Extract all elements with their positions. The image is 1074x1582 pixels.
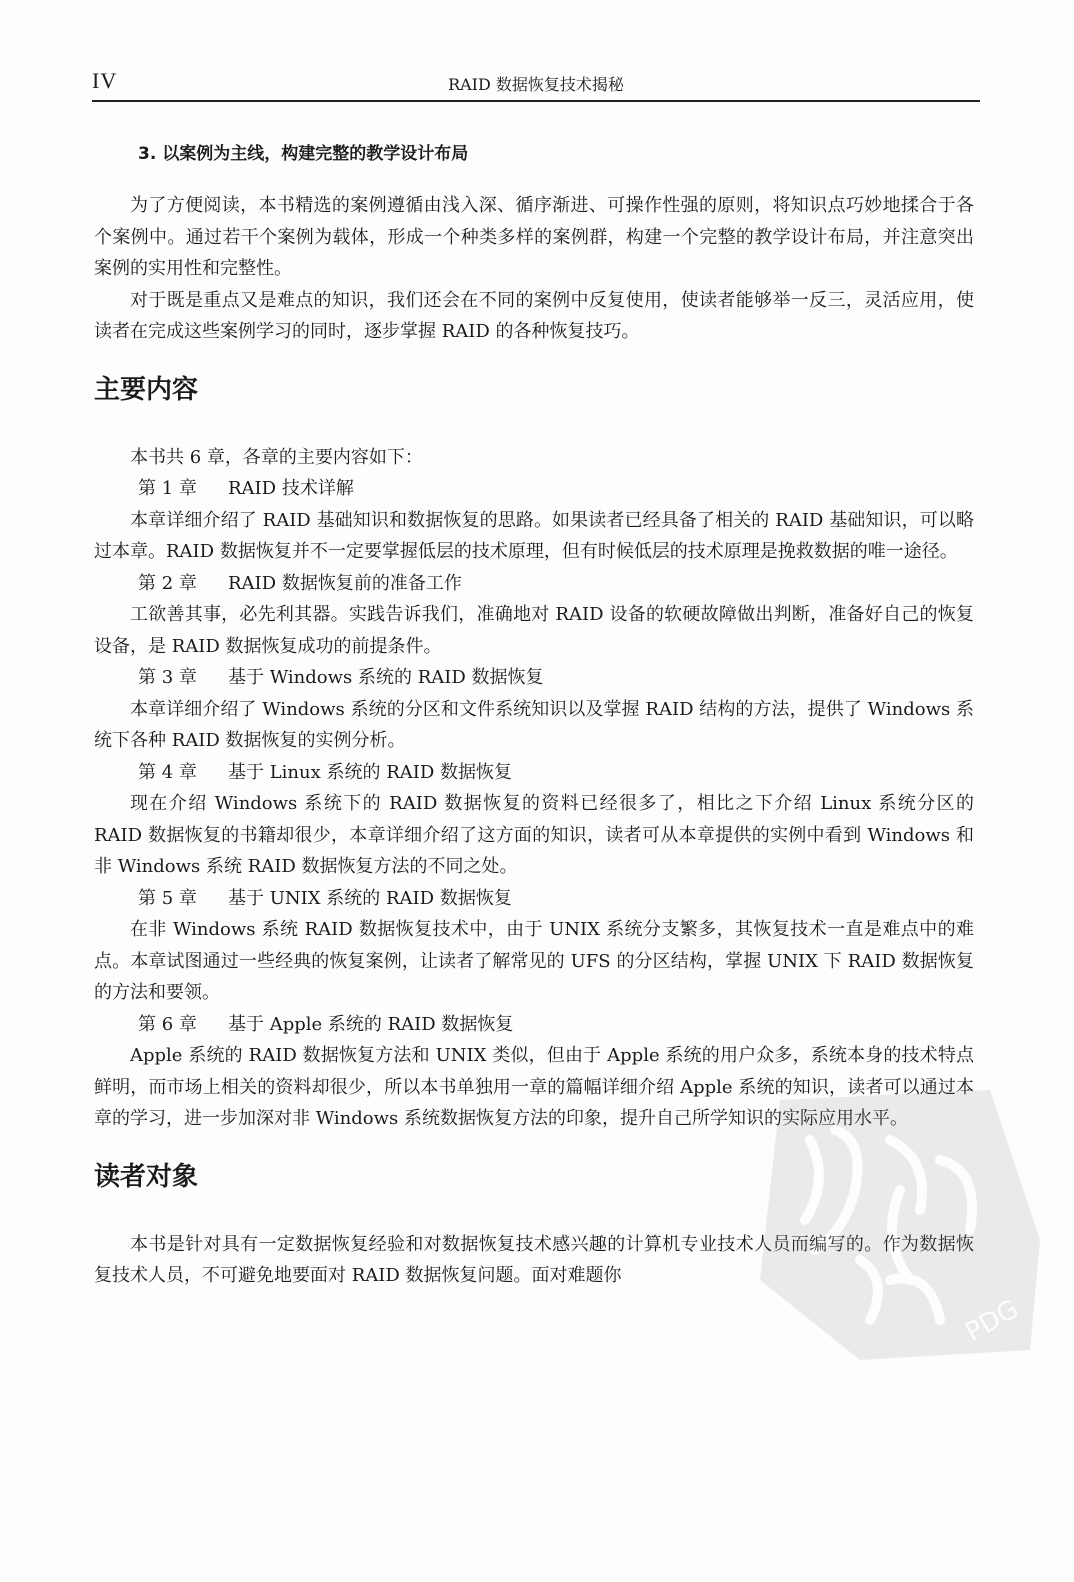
chapter-name: 基于 Apple 系统的 RAID 数据恢复 (228, 1013, 514, 1035)
intro-paragraph-1: 为了方便阅读，本书精选的案例遵循由浅入深、循序渐进、可操作性强的原则，将知识点巧妙地揉合于各个案例中。通过若干个案例为载体，形成一个种类多样的案例群，构建一个完整的教学设计布局，并注意突出案例的实用性和完整性。 (94, 195, 974, 279)
chapter-lead: 本书共 6 章，各章的主要内容如下： (130, 446, 423, 468)
chapter-1-title (94, 473, 974, 505)
running-header (92, 66, 980, 102)
chapter-number: 第 4 章 (138, 761, 197, 783)
chapter-1-body: 本章详细介绍了 RAID 基础知识和数据恢复的思路。如果读者已经具备了相关的 RAID 基础知识，可以略过本章。RAID 数据恢复并不一定要掌握低层的技术原理，但有时候低层的技术原理是挽救数据的唯一途径。 (94, 509, 974, 562)
chapter-number: 第 2 章 (138, 572, 197, 594)
chapter-3-title (94, 662, 974, 694)
chapter-4-body: 现在介绍 Windows 系统下的 RAID 数据恢复的资料已经很多了，相比之下介绍 Linux 系统分区的 RAID 数据恢复的书籍却很少，本章详细介绍了这方面的知识，读者可从本章提供的实例中看到 Windows 和非 Windows 系统 RAID 数据恢复方法的不同之处。 (94, 793, 974, 877)
chapter-2-body: 工欲善其事，必先利其器。实践告诉我们，准确地对 RAID 设备的软硬故障做出判断，准备好自己的恢复设备，是 RAID 数据恢复成功的前提条件。 (94, 604, 974, 657)
intro-paragraph-2: 对于既是重点又是难点的知识，我们还会在不同的案例中反复使用，使读者能够举一反三，灵活应用，使读者在完成这些案例学习的同时，逐步掌握 RAID 的各种恢复技巧。 (94, 289, 974, 342)
chapter-5-body: 在非 Windows 系统 RAID 数据恢复技术中，由于 UNIX 系统分支繁多，其恢复技术一直是难点中的难点。本章试图通过一些经典的恢复案例，让读者了解常见的 UFS 的分区结构，掌握 UNIX 下 RAID 数据恢复的方法和要领。 (94, 919, 974, 1003)
chapter-number: 第 6 章 (138, 1013, 197, 1035)
book-title: RAID 数据恢复技术揭秘 (448, 75, 624, 94)
chapter-4-title (94, 757, 974, 789)
watermark-seal (740, 1080, 1060, 1370)
chapter-number: 第 3 章 (138, 667, 197, 688)
chapter-name: RAID 数据恢复前的准备工作 (228, 572, 462, 594)
page-number: IV (92, 68, 118, 93)
subheading-case-based: 3. 以案例为主线，构建完整的教学设计布局 (138, 144, 469, 164)
svg-text:PDG: PDG (960, 1294, 1024, 1349)
section-heading-audience: 读者对象 (94, 1161, 199, 1192)
chapter-6-body: Apple 系统的 RAID 数据恢复方法和 UNIX 类似，但由于 Apple 系统的用户众多，系统本身的技术特点鲜明，而市场上相关的资料却很少，所以本书单独用一章的篇幅详细介绍 Apple 系统的知识，读者可以通过本章的学习，进一步加深对非 Windows 系统数据恢复方法的印象，提升自己所学知识的实际应用水平。 (94, 1045, 974, 1129)
chapter-5-title (94, 883, 974, 915)
chapter-3-body: 本章详细介绍了 Windows 系统的分区和文件系统知识以及掌握 RAID 结构的方法，提供了 Windows 系统下各种 RAID 数据恢复的实例分析。 (94, 698, 974, 751)
chapter-2-title (94, 568, 974, 600)
chapter-name: 基于 Windows 系统的 RAID 数据恢复 (228, 667, 544, 688)
section-heading-main-content: 主要内容 (94, 374, 199, 405)
chapter-name: RAID 技术详解 (228, 478, 354, 499)
chapter-name: 基于 Linux 系统的 RAID 数据恢复 (228, 761, 513, 783)
audience-paragraph: 本书是针对具有一定数据恢复经验和对数据恢复技术感兴趣的计算机专业技术人员而编写的。作为数据恢复技术人员，不可避免地要面对 RAID 数据恢复问题。面对难题你 (94, 1233, 974, 1286)
chapter-6-title (94, 1009, 974, 1041)
chapter-name: 基于 UNIX 系统的 RAID 数据恢复 (228, 887, 512, 909)
chapter-number: 第 5 章 (138, 887, 197, 909)
chapter-number: 第 1 章 (138, 478, 197, 499)
